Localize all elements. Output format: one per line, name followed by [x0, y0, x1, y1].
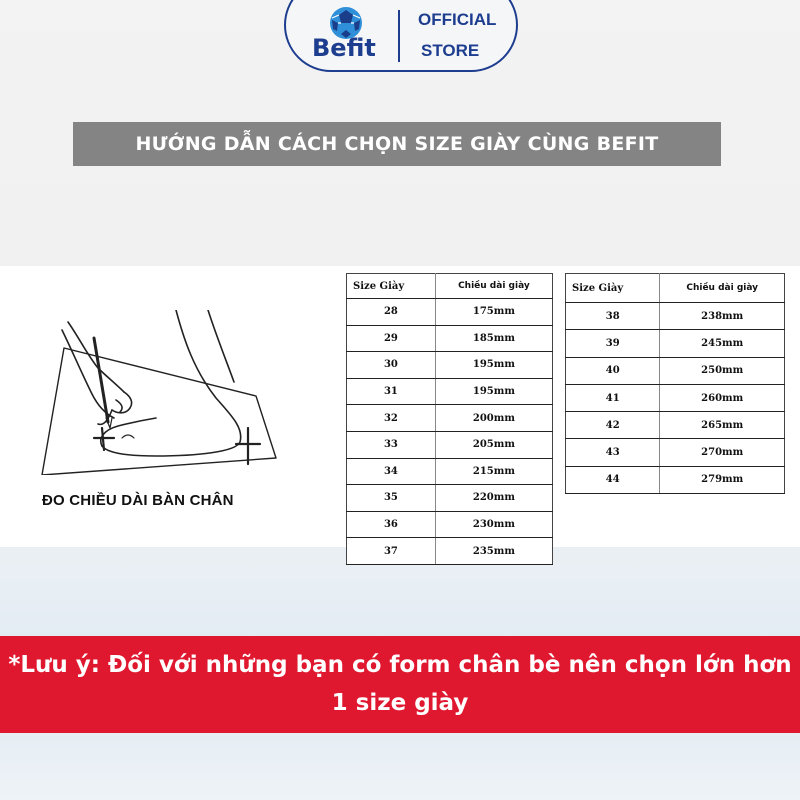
length-cell: 238mm [660, 303, 785, 330]
size-cell: 28 [347, 299, 436, 326]
table-row [347, 325, 553, 352]
size-cell: 30 [347, 352, 436, 379]
size-cell: 39 [566, 330, 660, 357]
table-row [566, 384, 785, 411]
length-cell: 250mm [660, 357, 785, 384]
logo-store-text: STORE [421, 41, 480, 60]
size-cell: 34 [347, 458, 436, 485]
length-cell: 185mm [435, 325, 552, 352]
length-cell: 175mm [435, 299, 552, 326]
length-cell: 265mm [660, 412, 785, 439]
table-header-row [347, 274, 553, 299]
length-cell: 260mm [660, 384, 785, 411]
table-row [347, 485, 553, 512]
table-row [566, 330, 785, 357]
table-row [347, 431, 553, 458]
table-row [347, 352, 553, 379]
size-cell: 41 [566, 384, 660, 411]
table-row [347, 299, 553, 326]
table-row [347, 458, 553, 485]
size-cell: 42 [566, 412, 660, 439]
size-cell: 32 [347, 405, 436, 432]
length-cell: 215mm [435, 458, 552, 485]
length-cell: 235mm [435, 538, 552, 565]
length-cell: 200mm [435, 405, 552, 432]
length-cell: 279mm [660, 466, 785, 493]
size-cell: 31 [347, 378, 436, 405]
size-table-left [346, 273, 553, 565]
size-cell: 40 [566, 357, 660, 384]
table-row [566, 466, 785, 493]
size-cell: 35 [347, 485, 436, 512]
size-cell: 33 [347, 431, 436, 458]
brand-name: Befit [312, 34, 376, 62]
page-title: HƯỚNG DẪN CÁCH CHỌN SIZE GIÀY CÙNG BEFIT [73, 122, 721, 166]
table-row [566, 439, 785, 466]
logo-divider [398, 10, 400, 62]
size-cell: 36 [347, 511, 436, 538]
size-cell: 37 [347, 538, 436, 565]
length-cell: 270mm [660, 439, 785, 466]
size-cell: 43 [566, 439, 660, 466]
column-header-size: Size Giày [347, 274, 436, 299]
size-cell: 44 [566, 466, 660, 493]
length-cell: 195mm [435, 378, 552, 405]
size-table-right [565, 273, 785, 494]
length-cell: 205mm [435, 431, 552, 458]
table-row [566, 357, 785, 384]
length-cell: 195mm [435, 352, 552, 379]
foot-caption: ĐO CHIỀU DÀI BÀN CHÂN [42, 492, 234, 509]
column-header-size: Size Giày [566, 274, 660, 303]
length-cell: 245mm [660, 330, 785, 357]
column-header-length: Chiều dài giày [660, 274, 785, 303]
table-row [347, 378, 553, 405]
foot-measure-illustration [26, 310, 282, 475]
length-cell: 230mm [435, 511, 552, 538]
table-row [566, 303, 785, 330]
size-cell: 29 [347, 325, 436, 352]
logo-official-text: OFFICIAL [418, 10, 497, 29]
table-header-row [566, 274, 785, 303]
note-banner: *Lưu ý: Đối với những bạn có form chân bè nên chọn lớn hơn 1 size giày [0, 636, 800, 733]
size-cell: 38 [566, 303, 660, 330]
column-header-length: Chiều dài giày [435, 274, 552, 299]
table-row [566, 412, 785, 439]
table-row [347, 538, 553, 565]
table-row [347, 511, 553, 538]
length-cell: 220mm [435, 485, 552, 512]
table-row [347, 405, 553, 432]
